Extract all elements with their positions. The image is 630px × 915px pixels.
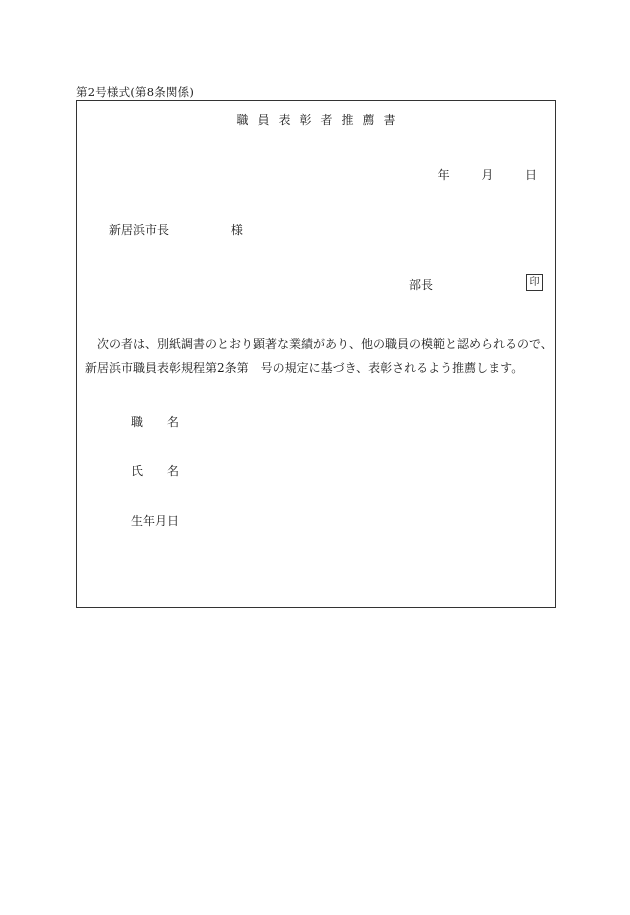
seal-mark: 印 xyxy=(526,274,543,291)
name-label: 氏名 xyxy=(131,464,204,478)
date-month-label: 月 xyxy=(481,168,494,182)
form-box xyxy=(76,100,556,608)
birthdate-label: 生年月日 xyxy=(131,514,180,528)
field-job-title xyxy=(131,413,203,430)
body-line-1: 次の者は、別紙調書のとおり顕著な業績があり、他の職員の模範と認められるので、 xyxy=(97,337,553,351)
addressee xyxy=(109,221,243,238)
job-title-label: 職名 xyxy=(131,415,204,429)
addressee-name: 新居浜市長 xyxy=(109,223,170,237)
date-day-label: 日 xyxy=(524,168,537,182)
date-line xyxy=(438,166,537,183)
body-line-2: 新居浜市職員表彰規程第2条第 号の規定に基づき、表彰されるよう推薦します。 xyxy=(85,361,524,375)
field-name xyxy=(131,462,203,479)
sender-title: 部長 xyxy=(409,278,434,292)
form-label: 第2号様式(第8条関係) xyxy=(76,85,195,99)
body-text xyxy=(85,332,553,380)
date-year-label: 年 xyxy=(437,168,450,182)
document-title: 職員表彰者推薦書 xyxy=(236,113,405,127)
field-birthdate xyxy=(131,512,179,529)
addressee-honorific: 様 xyxy=(230,223,243,237)
